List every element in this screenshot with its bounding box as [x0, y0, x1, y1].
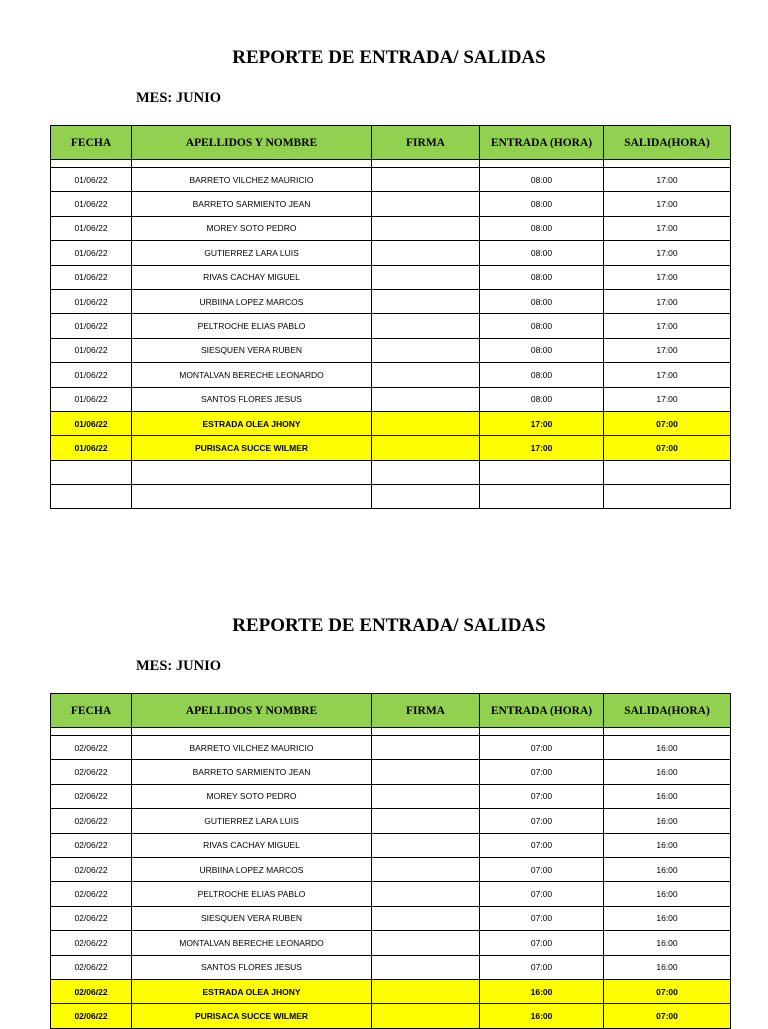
cell-entry-time: 08:00: [480, 387, 604, 411]
cell-exit-time: 16:00: [604, 882, 731, 906]
cell-exit-time: 17:00: [604, 314, 731, 338]
cell-entry-time: 08:00: [480, 168, 604, 192]
cell-name: MOREY SOTO PEDRO: [132, 216, 372, 240]
column-header-entry-time: ENTRADA (HORA): [480, 126, 604, 160]
column-header-signature: FIRMA: [372, 694, 480, 728]
table-row: [51, 1004, 731, 1028]
table-row: [51, 955, 731, 979]
table-row: [51, 241, 731, 265]
cell-exit-time: [604, 485, 731, 509]
cell-exit-time: 17:00: [604, 338, 731, 362]
cell-exit-time: 16:00: [604, 784, 731, 808]
cell-exit-time: 16:00: [604, 760, 731, 784]
table-row: [51, 363, 731, 387]
cell-entry-time: 07:00: [480, 833, 604, 857]
cell-exit-time: 07:00: [604, 436, 731, 460]
cell-name: ESTRADA OLEA JHONY: [132, 411, 372, 435]
cell-signature: [372, 436, 480, 460]
table-row: [51, 338, 731, 362]
cell-signature: [372, 168, 480, 192]
cell-date: 02/06/22: [51, 931, 132, 955]
report-month: MES: JUNIO: [136, 658, 221, 674]
cell-exit-time: 17:00: [604, 192, 731, 216]
cell-name: RIVAS CACHAY MIGUEL: [132, 265, 372, 289]
cell-date: 01/06/22: [51, 363, 132, 387]
table-row: [51, 906, 731, 930]
cell-name: [132, 460, 372, 484]
cell-name: RIVAS CACHAY MIGUEL: [132, 833, 372, 857]
table-row: [51, 485, 731, 509]
cell-name: URBIINA LOPEZ MARCOS: [132, 289, 372, 313]
cell-exit-time: 17:00: [604, 168, 731, 192]
cell-signature: [372, 906, 480, 930]
cell-exit-time: 16:00: [604, 809, 731, 833]
cell-name: ESTRADA OLEA JHONY: [132, 979, 372, 1003]
cell-date: 01/06/22: [51, 411, 132, 435]
cell-entry-time: 08:00: [480, 314, 604, 338]
cell-date: 01/06/22: [51, 436, 132, 460]
cell-signature: [372, 833, 480, 857]
cell-date: 02/06/22: [51, 955, 132, 979]
cell-entry-time: 08:00: [480, 363, 604, 387]
cell-entry-time: 08:00: [480, 192, 604, 216]
cell-signature: [372, 784, 480, 808]
column-header-exit-time: SALIDA(HORA): [604, 126, 731, 160]
cell-entry-time: 07:00: [480, 784, 604, 808]
cell-signature: [372, 265, 480, 289]
column-header-name: APELLIDOS Y NOMBRE: [132, 126, 372, 160]
cell-entry-time: 16:00: [480, 1004, 604, 1028]
cell-date: 01/06/22: [51, 289, 132, 313]
table-row: [51, 784, 731, 808]
cell-date: 01/06/22: [51, 338, 132, 362]
cell-date: 01/06/22: [51, 387, 132, 411]
cell-signature: [372, 241, 480, 265]
cell-exit-time: 16:00: [604, 906, 731, 930]
cell-signature: [372, 485, 480, 509]
cell-exit-time: 16:00: [604, 736, 731, 760]
cell-exit-time: 16:00: [604, 857, 731, 881]
table-header-row: [51, 694, 731, 728]
cell-name: PELTROCHE ELIAS PABLO: [132, 314, 372, 338]
column-header-signature: FIRMA: [372, 126, 480, 160]
table-row: [51, 882, 731, 906]
cell-entry-time: 16:00: [480, 979, 604, 1003]
cell-entry-time: 08:00: [480, 216, 604, 240]
cell-date: 01/06/22: [51, 168, 132, 192]
cell-name: MOREY SOTO PEDRO: [132, 784, 372, 808]
table-row: [51, 216, 731, 240]
report-title: REPORTE DE ENTRADA/ SALIDAS: [232, 615, 546, 636]
cell-exit-time: 16:00: [604, 931, 731, 955]
cell-name: SANTOS FLORES JESUS: [132, 955, 372, 979]
cell-date: 02/06/22: [51, 760, 132, 784]
cell-name: BARRETO SARMIENTO JEAN: [132, 760, 372, 784]
cell-signature: [372, 760, 480, 784]
table-row: [51, 809, 731, 833]
cell-entry-time: 07:00: [480, 809, 604, 833]
table-row: [51, 387, 731, 411]
cell-signature: [372, 192, 480, 216]
cell-name: [132, 485, 372, 509]
cell-signature: [372, 736, 480, 760]
table-row: [51, 979, 731, 1003]
cell-name: URBIINA LOPEZ MARCOS: [132, 857, 372, 881]
cell-name: BARRETO VILCHEZ MAURICIO: [132, 168, 372, 192]
cell-entry-time: 07:00: [480, 736, 604, 760]
cell-date: 02/06/22: [51, 1004, 132, 1028]
cell-name: BARRETO SARMIENTO JEAN: [132, 192, 372, 216]
cell-entry-time: 07:00: [480, 931, 604, 955]
cell-exit-time: 16:00: [604, 955, 731, 979]
cell-entry-time: 08:00: [480, 338, 604, 362]
cell-exit-time: 17:00: [604, 265, 731, 289]
cell-date: 02/06/22: [51, 979, 132, 1003]
cell-name: PELTROCHE ELIAS PABLO: [132, 882, 372, 906]
cell-exit-time: 07:00: [604, 1004, 731, 1028]
cell-exit-time: 17:00: [604, 289, 731, 313]
cell-signature: [372, 363, 480, 387]
cell-entry-time: 08:00: [480, 265, 604, 289]
cell-date: 02/06/22: [51, 784, 132, 808]
cell-date: 02/06/22: [51, 833, 132, 857]
cell-signature: [372, 882, 480, 906]
cell-entry-time: 07:00: [480, 955, 604, 979]
cell-signature: [372, 387, 480, 411]
cell-name: SANTOS FLORES JESUS: [132, 387, 372, 411]
cell-entry-time: 07:00: [480, 906, 604, 930]
cell-entry-time: 17:00: [480, 411, 604, 435]
cell-signature: [372, 216, 480, 240]
table-row: [51, 192, 731, 216]
cell-name: SIESQUEN VERA RUBEN: [132, 338, 372, 362]
cell-name: SIESQUEN VERA RUBEN: [132, 906, 372, 930]
cell-date: 01/06/22: [51, 216, 132, 240]
cell-date: 02/06/22: [51, 906, 132, 930]
spacer-row: [51, 728, 731, 736]
cell-signature: [372, 857, 480, 881]
cell-exit-time: 17:00: [604, 387, 731, 411]
cell-entry-time: 07:00: [480, 882, 604, 906]
cell-exit-time: 16:00: [604, 833, 731, 857]
cell-signature: [372, 314, 480, 338]
table-row: [51, 411, 731, 435]
cell-date: [51, 460, 132, 484]
cell-exit-time: 17:00: [604, 216, 731, 240]
table-header-row: [51, 126, 731, 160]
table-body: [51, 728, 731, 1029]
report-month: MES: JUNIO: [136, 90, 221, 106]
cell-exit-time: 17:00: [604, 363, 731, 387]
cell-date: 01/06/22: [51, 241, 132, 265]
cell-exit-time: 07:00: [604, 411, 731, 435]
cell-date: 01/06/22: [51, 265, 132, 289]
cell-signature: [372, 931, 480, 955]
cell-date: 02/06/22: [51, 882, 132, 906]
column-header-date: FECHA: [51, 694, 132, 728]
cell-signature: [372, 979, 480, 1003]
table-row: [51, 314, 731, 338]
table-body: [51, 160, 731, 509]
table-row: [51, 931, 731, 955]
cell-signature: [372, 411, 480, 435]
cell-date: [51, 485, 132, 509]
cell-name: PURISACA SUCCE WILMER: [132, 436, 372, 460]
cell-exit-time: 07:00: [604, 979, 731, 1003]
cell-name: GUTIERREZ LARA LUIS: [132, 241, 372, 265]
cell-signature: [372, 460, 480, 484]
table-row: [51, 833, 731, 857]
cell-name: MONTALVAN BERECHE LEONARDO: [132, 931, 372, 955]
table-row: [51, 289, 731, 313]
cell-signature: [372, 1004, 480, 1028]
cell-entry-time: [480, 485, 604, 509]
cell-name: GUTIERREZ LARA LUIS: [132, 809, 372, 833]
cell-entry-time: [480, 460, 604, 484]
cell-entry-time: 17:00: [480, 436, 604, 460]
cell-exit-time: [604, 460, 731, 484]
cell-signature: [372, 809, 480, 833]
cell-name: BARRETO VILCHEZ MAURICIO: [132, 736, 372, 760]
cell-name: MONTALVAN BERECHE LEONARDO: [132, 363, 372, 387]
table-row: [51, 857, 731, 881]
column-header-name: APELLIDOS Y NOMBRE: [132, 694, 372, 728]
cell-exit-time: 17:00: [604, 241, 731, 265]
table-row: [51, 168, 731, 192]
cell-entry-time: 07:00: [480, 857, 604, 881]
cell-date: 01/06/22: [51, 192, 132, 216]
cell-signature: [372, 289, 480, 313]
cell-entry-time: 08:00: [480, 241, 604, 265]
cell-signature: [372, 955, 480, 979]
report-title: REPORTE DE ENTRADA/ SALIDAS: [232, 47, 546, 68]
attendance-table: [50, 125, 731, 509]
cell-date: 02/06/22: [51, 736, 132, 760]
cell-entry-time: 07:00: [480, 760, 604, 784]
table-row: [51, 436, 731, 460]
column-header-date: FECHA: [51, 126, 132, 160]
cell-date: 02/06/22: [51, 809, 132, 833]
cell-date: 01/06/22: [51, 314, 132, 338]
spacer-row: [51, 160, 731, 168]
table-row: [51, 265, 731, 289]
cell-entry-time: 08:00: [480, 289, 604, 313]
cell-signature: [372, 338, 480, 362]
table-row: [51, 760, 731, 784]
attendance-table: [50, 693, 731, 1029]
cell-date: 02/06/22: [51, 857, 132, 881]
table-row: [51, 460, 731, 484]
table-row: [51, 736, 731, 760]
column-header-entry-time: ENTRADA (HORA): [480, 694, 604, 728]
cell-name: PURISACA SUCCE WILMER: [132, 1004, 372, 1028]
column-header-exit-time: SALIDA(HORA): [604, 694, 731, 728]
